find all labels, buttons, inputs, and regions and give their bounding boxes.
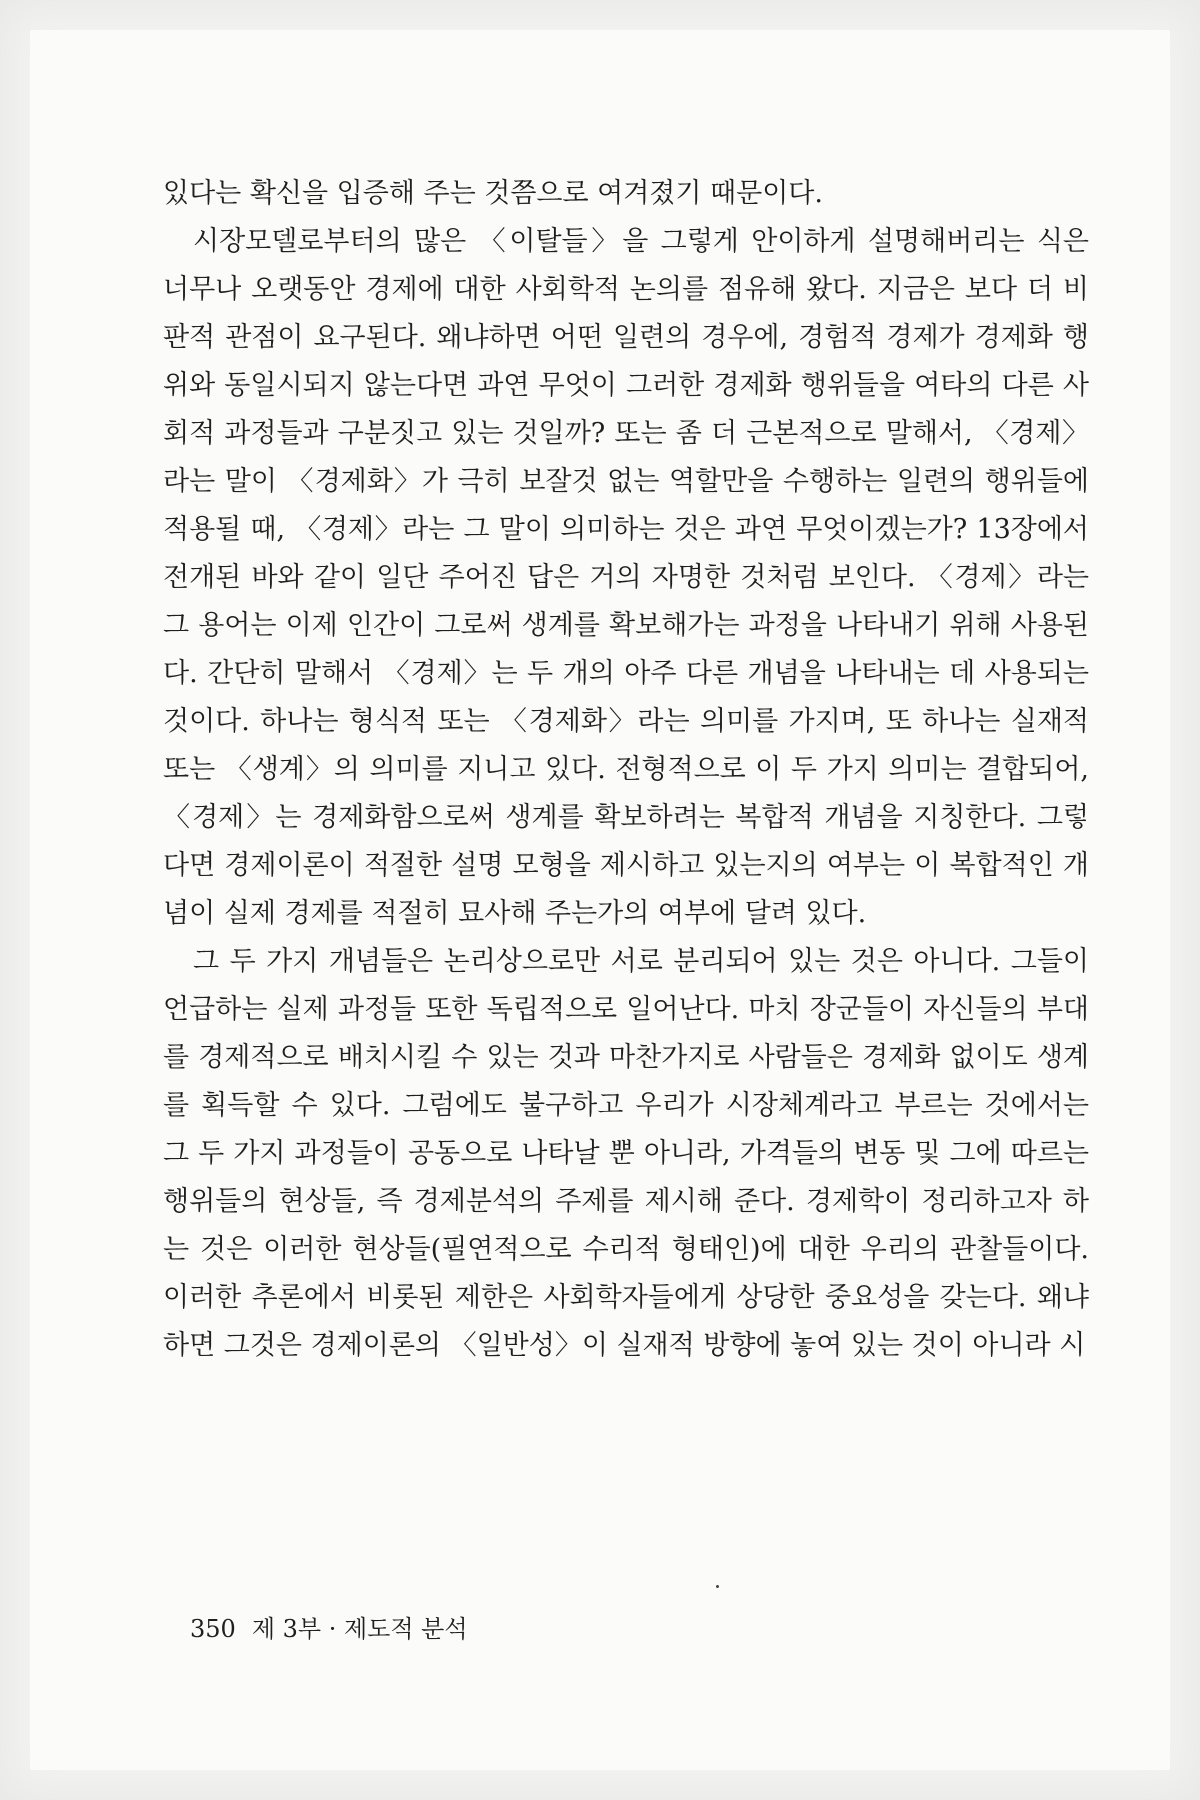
paragraph: 그 두 가지 개념들은 논리상으로만 서로 분리되어 있는 것은 아니다. 그들이 언급하는 실제 과정들 또한 독립적으로 일어난다. 마치 장군들이 자신들의 부대를 경제적으로 배치시킬 수 있는 것과 마찬가지로 사람들은 경제화 없이도 생계를 획득할 수 있다. 그럼에도 불구하고 우리가 시장체계라고 부르는 것에서는 그 두 가지 과정들이 공동으로 나타날 뿐 아니라, 가격들의 변동 및 그에 따르는 행위들의 현상들, 즉 경제분석의 주제를 제시해 준다. 경제학이 정리하고자 하는 것은 이러한 현상들(필연적으로 수리적 형태인)에 대한 우리의 관찰들이다. 이러한 추론에서 비롯된 제한은 사회학자들에게 상당한 중요성을 갖는다. 왜냐하면 그것은 경제이론의 〈일반성〉이 실재적 방향에 놓여 있는 것이 아니라 시 [163, 946, 1089, 1361]
book-page [30, 30, 1170, 1770]
running-footer-section: 제 3부 · 제도적 분석 [251, 1615, 468, 1643]
page-footer [190, 1614, 484, 1644]
paragraph-continued: 있다는 확신을 입증해 주는 것쯤으로 여겨졌기 때문이다. [163, 178, 823, 209]
print-speck [716, 1585, 719, 1588]
page-number: 350 [190, 1615, 236, 1643]
paragraph: 시장모델로부터의 많은 〈이탈들〉을 그렇게 안이하게 설명해버리는 식은 너무나 오랫동안 경제에 대한 사회학적 논의를 점유해 왔다. 지금은 보다 더 비판적 관점이 요구된다. 왜냐하면 어떤 일련의 경우에, 경험적 경제가 경제화 행위와 동일시되지 않는다면 과연 무엇이 그러한 경제화 행위들을 여타의 다른 사회적 과정들과 구분짓고 있는 것일까? 또는 좀 더 근본적으로 말해서, 〈경제〉라는 말이 〈경제화〉가 극히 보잘것 없는 역할만을 수행하는 일련의 행위들에 적용될 때, 〈경제〉라는 그 말이 의미하는 것은 과연 무엇이겠는가? 13장에서 전개된 바와 같이 일단 주어진 답은 거의 자명한 것처럼 보인다. 〈경제〉라는 그 용어는 이제 인간이 그로써 생계를 확보해가는 과정을 나타내기 위해 사용된다. 간단히 말해서 〈경제〉는 두 개의 아주 다른 개념을 나타내는 데 사용되는 것이다. 하나는 형식적 또는 〈경제화〉라는 의미를 가지며, 또 하나는 실재적 또는 〈생계〉의 의미를 지니고 있다. 전형적으로 이 두 가지 의미는 결합되어, 〈경제〉는 경제화함으로써 생계를 확보하려는 복합적 개념을 지칭한다. 그렇다면 경제이론이 적절한 설명 모형을 제시하고 있는지의 여부는 이 복합적인 개념이 실제 경제를 적절히 묘사해 주는가의 여부에 달려 있다. [163, 226, 1089, 929]
body-text [163, 170, 1089, 1370]
